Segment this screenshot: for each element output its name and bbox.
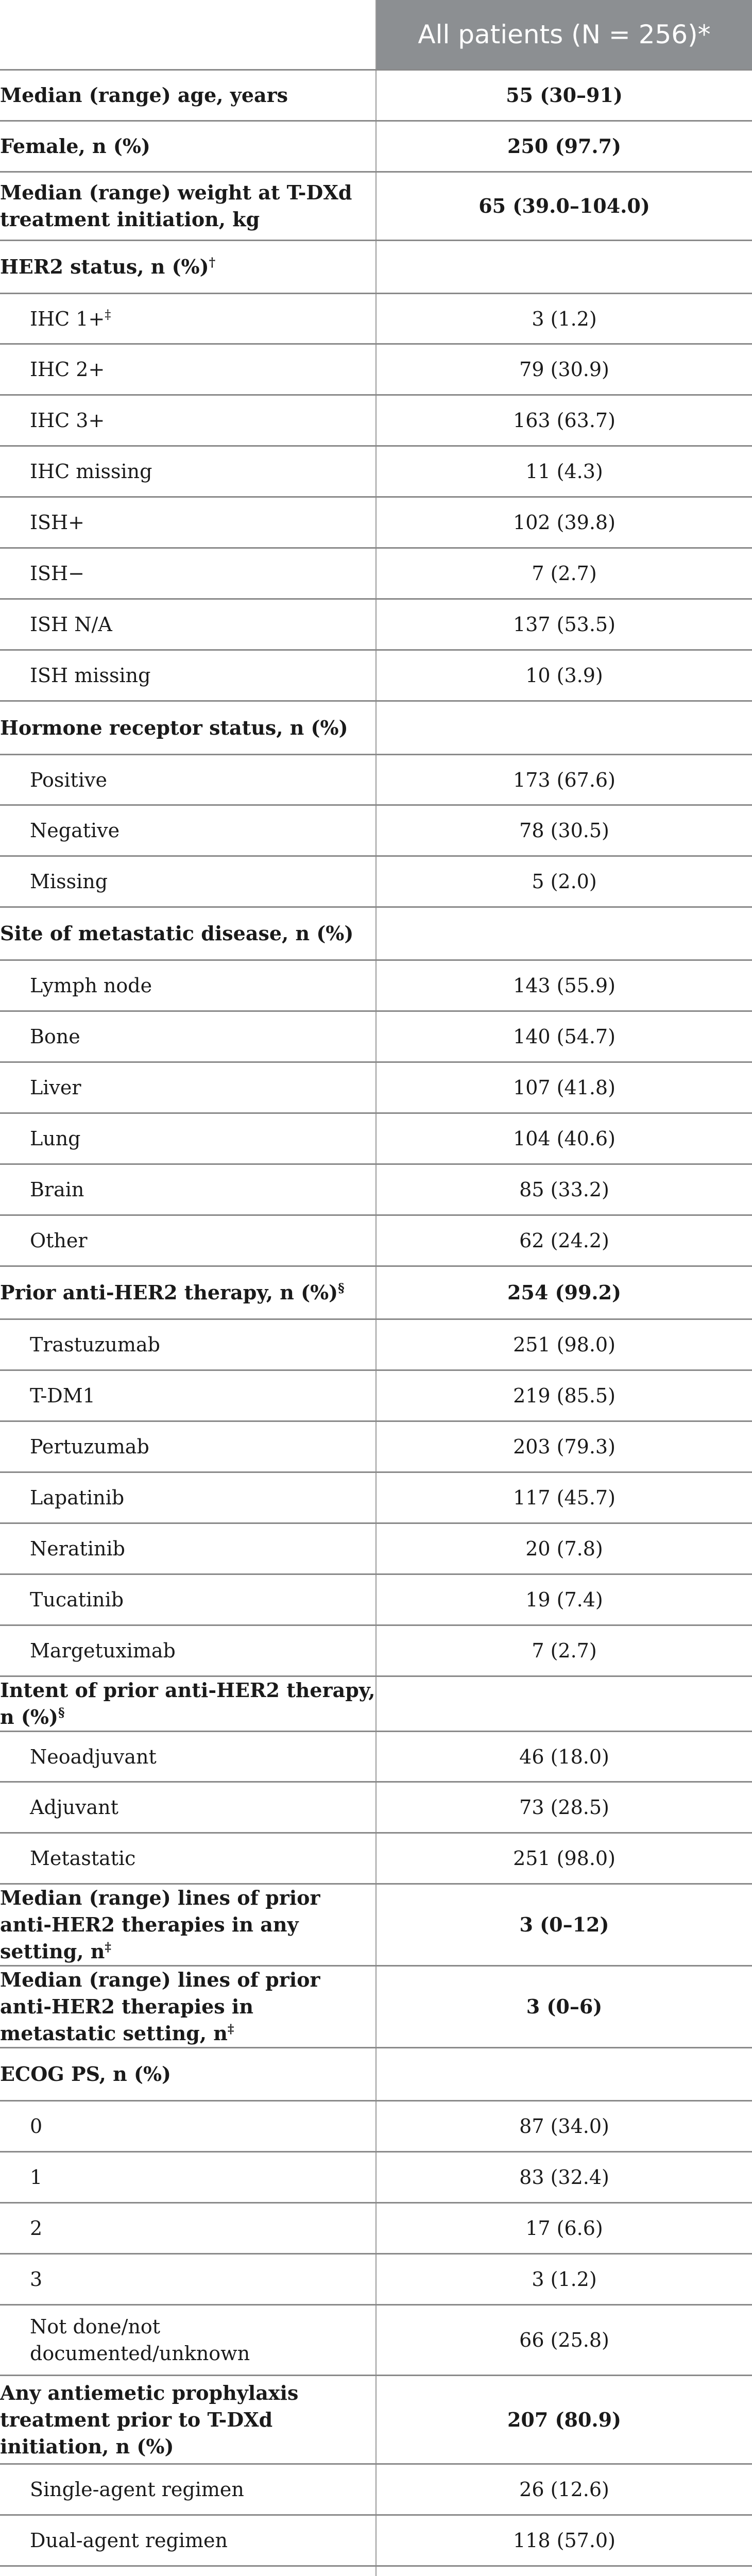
row-label-cell (0, 2464, 376, 2515)
subcategory-row (0, 395, 752, 446)
row-value: 102 (39.8) (376, 497, 752, 548)
subcategory-row (0, 1732, 752, 1782)
row-label-cell (0, 2048, 376, 2101)
row-label: Not done/not documented/unknown (30, 2315, 250, 2365)
row-label-cell (0, 2101, 376, 2152)
row-value: 137 (53.5) (376, 599, 752, 650)
row-label: HER2 status, n (%) (0, 255, 209, 278)
subcategory-row (0, 446, 752, 497)
row-label-cell (0, 1266, 376, 1319)
row-label-cell (0, 1884, 376, 1966)
row-value: 26 (12.6) (376, 2464, 752, 2515)
row-label-cell (0, 1732, 376, 1782)
row-label-cell (0, 1319, 376, 1370)
row-label-cell (0, 1833, 376, 1884)
row-value: 7 (2.7) (376, 1625, 752, 1676)
category-row (0, 2048, 752, 2101)
category-row (0, 241, 752, 294)
footnote-marker: ‡ (105, 307, 111, 321)
row-label: ISH missing (30, 664, 151, 687)
row-label: IHC missing (30, 460, 152, 483)
row-label-cell (0, 1113, 376, 1164)
footnote-marker: ‡ (227, 2021, 234, 2037)
subcategory-row (0, 1215, 752, 1266)
category-row (0, 2376, 752, 2464)
subcategory-row (0, 805, 752, 856)
row-label-cell (0, 1370, 376, 1421)
row-label-cell (0, 1625, 376, 1676)
row-label: Positive (30, 768, 107, 791)
subcategory-row (0, 2515, 752, 2566)
row-value: 17 (6.6) (376, 2203, 752, 2254)
row-label-cell (0, 856, 376, 907)
row-label-cell (0, 1215, 376, 1266)
row-label: Neratinib (30, 1537, 125, 1560)
row-value (376, 907, 752, 960)
row-label: Tucatinib (30, 1588, 124, 1611)
row-value: 66 (25.8) (376, 2305, 752, 2376)
category-row (0, 70, 752, 121)
row-label: ECOG PS, n (%) (0, 2062, 172, 2086)
row-label: 2 (30, 2217, 43, 2240)
row-label: Trastuzumab (30, 1333, 160, 1356)
row-label: Median (range) lines of prior anti-HER2 therapies in any setting, n (0, 1886, 320, 1963)
row-value: 203 (79.3) (376, 1421, 752, 1472)
subcategory-row (0, 1472, 752, 1523)
row-label-cell (0, 960, 376, 1011)
row-label: Metastatic (30, 1847, 136, 1870)
row-value: 73 (28.5) (376, 1782, 752, 1833)
subcategory-row (0, 548, 752, 599)
row-label: ISH N/A (30, 613, 112, 636)
category-row (0, 1884, 752, 1966)
row-value: 11 (4.3) (376, 446, 752, 497)
row-value: 3 (0–6) (376, 1966, 752, 2048)
row-label: Liver (30, 1076, 81, 1099)
subcategory-row (0, 1062, 752, 1113)
row-value: 3 (1.2) (376, 294, 752, 344)
row-label-cell (0, 1164, 376, 1215)
row-value: 65 (39.0–104.0) (376, 172, 752, 241)
category-row (0, 172, 752, 241)
subcategory-row (0, 2254, 752, 2305)
row-label: Any antiemetic prophylaxis treatment prior to T-DXd initiation, n (%) (0, 2381, 299, 2458)
row-value: 117 (45.7) (376, 1472, 752, 1523)
category-row (0, 907, 752, 960)
subcategory-row (0, 1574, 752, 1625)
row-value: 78 (30.5) (376, 805, 752, 856)
row-label-cell (0, 755, 376, 805)
row-value: 46 (18.0) (376, 1732, 752, 1782)
row-value (376, 701, 752, 755)
row-value: 62 (24.2) (376, 1215, 752, 1266)
subcategory-row (0, 1011, 752, 1062)
row-label-cell (0, 241, 376, 294)
subcategory-row (0, 344, 752, 395)
subcategory-row (0, 2152, 752, 2203)
row-label: Hormone receptor status, n (%) (0, 716, 348, 739)
subcategory-row (0, 2566, 752, 2576)
subcategory-row (0, 1625, 752, 1676)
subcategory-row (0, 294, 752, 344)
row-label-cell (0, 1062, 376, 1113)
row-label: Prior anti-HER2 therapy, n (%) (0, 1281, 338, 1304)
row-value: 19 (7.4) (376, 1574, 752, 1625)
category-row (0, 1966, 752, 2048)
row-label-cell (0, 2152, 376, 2203)
row-label-cell (0, 344, 376, 395)
footnote-marker: ‡ (105, 1939, 111, 1955)
subcategory-row (0, 1782, 752, 1833)
row-label-cell (0, 701, 376, 755)
row-label: T-DM1 (30, 1384, 95, 1407)
row-label-cell (0, 1676, 376, 1732)
row-label: Adjuvant (30, 1796, 118, 1819)
row-label: IHC 2+ (30, 358, 105, 381)
subcategory-row (0, 755, 752, 805)
row-label-cell (0, 548, 376, 599)
row-label: Margetuximab (30, 1639, 176, 1662)
row-label-cell (0, 1574, 376, 1625)
subcategory-row (0, 2305, 752, 2376)
subcategory-row (0, 2464, 752, 2515)
row-value (376, 241, 752, 294)
row-label-cell (0, 497, 376, 548)
footnote-marker: † (209, 255, 216, 270)
row-value: 254 (99.2) (376, 1266, 752, 1319)
row-value: 118 (57.0) (376, 2515, 752, 2566)
row-label-cell (0, 1011, 376, 1062)
row-label: ISH− (30, 562, 85, 585)
footnote-marker: § (338, 1280, 345, 1296)
row-value: 79 (30.9) (376, 344, 752, 395)
row-label: Lapatinib (30, 1486, 125, 1509)
row-label: Negative (30, 819, 120, 842)
row-label-cell (0, 805, 376, 856)
subcategory-row (0, 1319, 752, 1370)
footnote-marker: § (58, 1705, 65, 1720)
table-body (0, 70, 752, 2576)
row-label: 0 (30, 2115, 43, 2138)
row-label-cell (0, 121, 376, 172)
row-value: 5 (2.0) (376, 856, 752, 907)
row-label: Brain (30, 1178, 84, 1201)
subcategory-row (0, 599, 752, 650)
row-label: Median (range) lines of prior anti-HER2 therapies in metastatic setting, n (0, 1968, 320, 2045)
table-header-row (0, 0, 752, 70)
row-label: Other (30, 1229, 88, 1252)
row-value (376, 2566, 752, 2576)
row-value: 83 (32.4) (376, 2152, 752, 2203)
row-value: 85 (33.2) (376, 1164, 752, 1215)
row-label-cell (0, 446, 376, 497)
row-label: Site of metastatic disease, n (%) (0, 922, 354, 945)
row-value: 207 (80.9) (376, 2376, 752, 2464)
row-label: Lung (30, 1127, 81, 1150)
subcategory-row (0, 2203, 752, 2254)
row-value: 219 (85.5) (376, 1370, 752, 1421)
row-label-cell (0, 2376, 376, 2464)
row-value: 163 (63.7) (376, 395, 752, 446)
row-value: 140 (54.7) (376, 1011, 752, 1062)
row-value: 3 (0–12) (376, 1884, 752, 1966)
row-label: Median (range) weight at T-DXd treatment initiation, kg (0, 181, 352, 231)
row-label: Neoadjuvant (30, 1745, 157, 1768)
row-value (376, 2048, 752, 2101)
row-label: Intent of prior anti-HER2 therapy, n (%) (0, 1679, 375, 1728)
row-label: 1 (30, 2166, 43, 2189)
row-label: IHC 3+ (30, 409, 105, 432)
row-value: 104 (40.6) (376, 1113, 752, 1164)
row-label-cell (0, 70, 376, 121)
row-label: IHC 1+ (30, 307, 105, 330)
category-row (0, 1676, 752, 1732)
row-label: ISH+ (30, 511, 85, 534)
row-label-cell (0, 650, 376, 701)
row-label: Median (range) age, years (0, 83, 288, 107)
row-label: Missing (30, 870, 108, 893)
subcategory-row (0, 497, 752, 548)
row-value: 55 (30–91) (376, 70, 752, 121)
row-value: 87 (34.0) (376, 2101, 752, 2152)
subcategory-row (0, 960, 752, 1011)
subcategory-row (0, 1523, 752, 1574)
row-label-cell (0, 907, 376, 960)
row-value: 10 (3.9) (376, 650, 752, 701)
row-value (376, 1676, 752, 1732)
row-value: 173 (67.6) (376, 755, 752, 805)
row-label: Single-agent regimen (30, 2478, 244, 2501)
row-value: 3 (1.2) (376, 2254, 752, 2305)
subcategory-row (0, 2101, 752, 2152)
row-label-cell (0, 294, 376, 344)
row-label-cell (0, 1472, 376, 1523)
subcategory-row (0, 1833, 752, 1884)
row-label-cell (0, 2305, 376, 2376)
row-label: Dual-agent regimen (30, 2529, 228, 2552)
row-value: 250 (97.7) (376, 121, 752, 172)
row-label: Lymph node (30, 974, 152, 997)
subcategory-row (0, 856, 752, 907)
row-value: 107 (41.8) (376, 1062, 752, 1113)
category-row (0, 1266, 752, 1319)
row-label-cell (0, 172, 376, 241)
row-value: 251 (98.0) (376, 1319, 752, 1370)
row-label: Bone (30, 1025, 80, 1048)
row-label-cell (0, 1523, 376, 1574)
row-label-cell (0, 2515, 376, 2566)
row-label: 3 (30, 2268, 43, 2291)
subcategory-row (0, 650, 752, 701)
row-label-cell (0, 599, 376, 650)
category-row (0, 121, 752, 172)
row-value: 143 (55.9) (376, 960, 752, 1011)
row-label-cell (0, 395, 376, 446)
subcategory-row (0, 1113, 752, 1164)
row-label-cell (0, 1421, 376, 1472)
row-label-cell (0, 2254, 376, 2305)
row-label-cell (0, 2203, 376, 2254)
row-value: 251 (98.0) (376, 1833, 752, 1884)
row-label-cell (0, 1782, 376, 1833)
column-header-all-patients: All patients (N = 256)* (376, 0, 752, 70)
row-label: Pertuzumab (30, 1435, 149, 1458)
row-value: 20 (7.8) (376, 1523, 752, 1574)
row-label-cell (0, 2566, 376, 2576)
header-blank-cell (0, 0, 376, 70)
row-label-cell (0, 1966, 376, 2048)
subcategory-row (0, 1164, 752, 1215)
row-value: 7 (2.7) (376, 548, 752, 599)
subcategory-row (0, 1421, 752, 1472)
category-row (0, 701, 752, 755)
row-label: Female, n (%) (0, 134, 150, 158)
subcategory-row (0, 1370, 752, 1421)
